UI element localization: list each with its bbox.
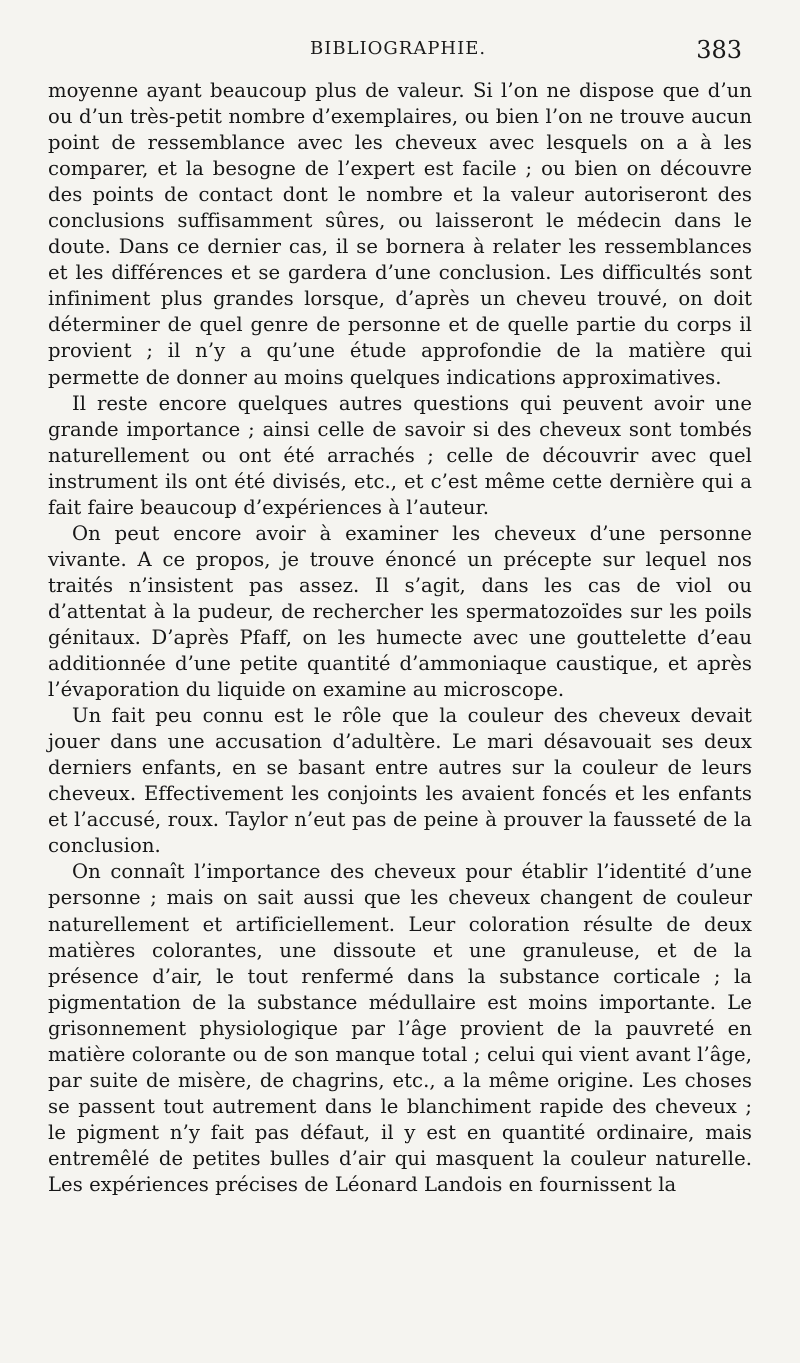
paragraph: Il reste encore quelques autres questions qui peuvent avoir une grande importance ; ainsi celle de savoir si des cheveux sont tombés naturellement ou ont été arrachés ; celle de découvrir avec quel instrument ils ont été divisés, etc., et c’est même cette dernière qui a fait faire beaucoup d’expériences à l’auteur. (48, 391, 752, 519)
running-head: BIBLIOGRAPHIE. (310, 38, 487, 59)
page-header (48, 36, 748, 76)
body-text (48, 78, 752, 1198)
page-number: 383 (696, 36, 742, 64)
paragraph: On peut encore avoir à examiner les cheveux d’une personne vivante. A ce propos, je trouve énoncé un précepte sur lequel nos traités n’insistent pas assez. Il s’agit, dans les cas de viol ou d’attentat à la pudeur, de rechercher les spermatozoïdes sur les poils génitaux. D’après Pfaff, on les humecte avec une gouttelette d’eau additionnée d’une petite quantité d’ammoniaque caustique, et après l’évaporation du liquide on examine au microscope. (48, 521, 752, 702)
paragraph-continued: moyenne ayant beaucoup plus de valeur. Si l’on ne dispose que d’un ou d’un très-petit nombre d’exemplaires, ou bien l’on ne trouve aucun point de ressemblance avec les cheveux avec lesquels on a à les comparer, et la besogne de l’expert est facile ; ou bien on découvre des points de contact dont le nombre et la valeur autoriseront des conclusions suffisamment sûres, ou laisseront le médecin dans le doute. Dans ce dernier cas, il se bornera à relater les ressemblances et les différences et se gardera d’une conclusion. Les difficultés sont infiniment plus grandes lorsque, d’après un cheveu trouvé, on doit déterminer de quel genre de personne et de quelle partie du corps il provient ; il n’y a qu’une étude approfondie de la matière qui permette de donner au moins quelques indications approximatives. (48, 79, 752, 389)
paragraph: Un fait peu connu est le rôle que la couleur des cheveux devait jouer dans une accusation d’adultère. Le mari désavouait ses deux derniers enfants, en se basant entre autres sur la couleur de leurs cheveux. Effectivement les conjoints les avaient foncés et les enfants et l’accusé, roux. Taylor n’eut pas de peine à prouver la fausseté de la conclusion. (48, 704, 752, 858)
paragraph: On connaît l’importance des cheveux pour établir l’identité d’une personne ; mais on sait aussi que les cheveux changent de couleur naturellement et artificiellement. Leur coloration résulte de deux matières colorantes, une dissoute et une granuleuse, et de la présence d’air, le tout renfermé dans la substance corticale ; la pigmentation de la substance médullaire est moins importante. Le grisonnement physiologique par l’âge provient de la pauvreté en matière colorante ou de son manque total ; celui qui vient avant l’âge, par suite de misère, de chagrins, etc., a la même origine. Les choses se passent tout autrement dans le blanchiment rapide des cheveux ; le pigment n’y fait pas défaut, il y est en quantité ordinaire, mais entremêlé de petites bulles d’air qui masquent la couleur naturelle. Les expériences précises de Léonard Landois en fournissent la (48, 860, 752, 1196)
